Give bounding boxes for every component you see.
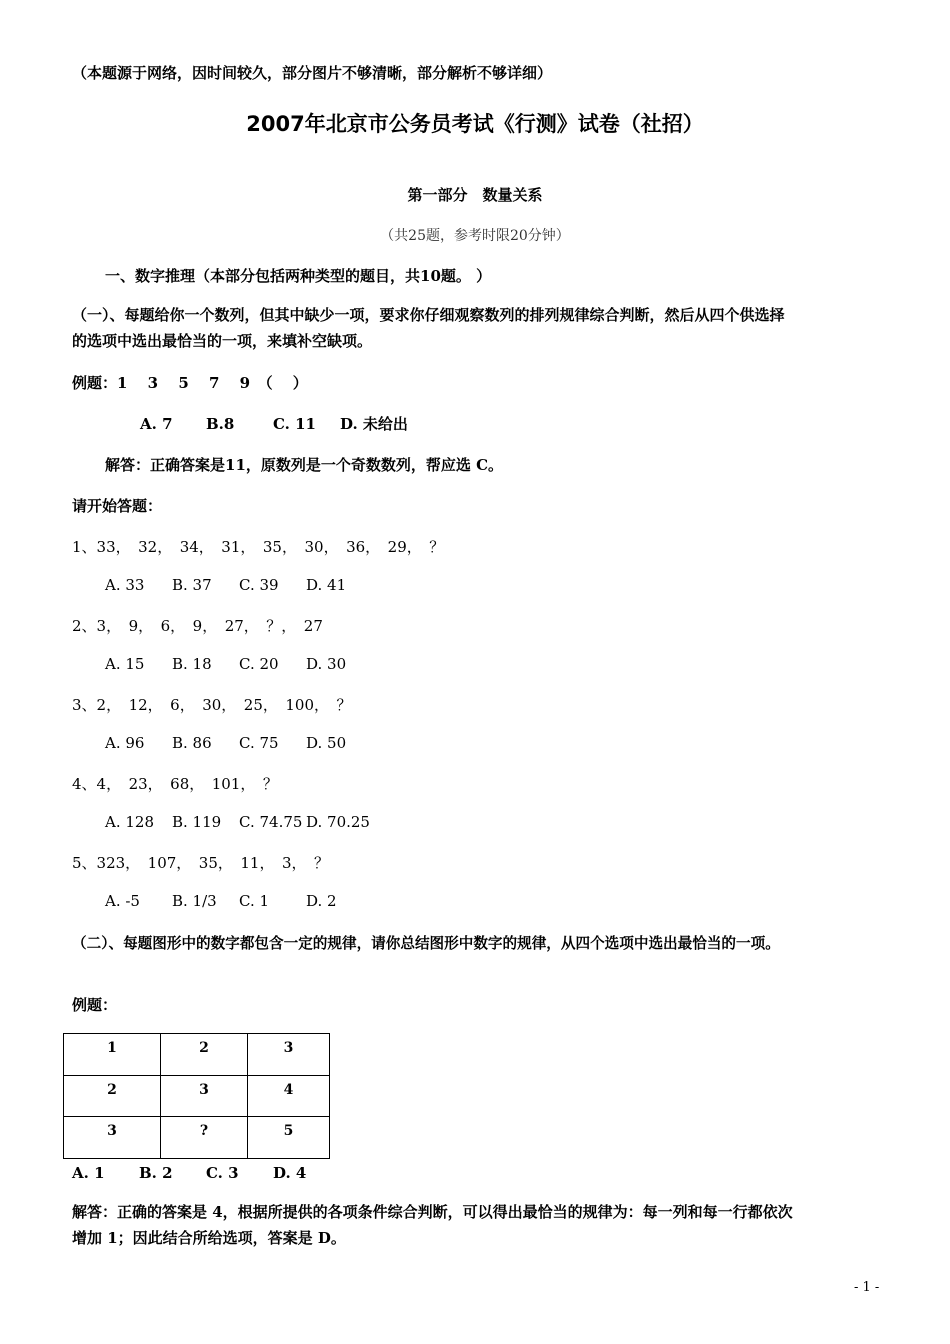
example2-answer xyxy=(72,1199,882,1251)
example-sequence: 1 3 5 7 9 （ ） xyxy=(117,374,308,392)
option-c: C. 20 xyxy=(239,655,279,673)
option-a: A. 15 xyxy=(105,655,145,673)
option-b: B. 37 xyxy=(172,576,212,594)
example-line xyxy=(72,372,308,393)
part-heading: 第一部分 数量关系 xyxy=(407,186,543,204)
example-option-b: B.8 xyxy=(206,415,235,433)
sub1-instructions-line1: （一）、每题给你一个数列，但其中缺少一项，要求你仔细观察数列的排列规律综合判断，然后从四个供选择 xyxy=(72,306,785,324)
grid-cell: ? xyxy=(161,1117,248,1159)
question-stem: 5、323， 107， 35， 11， 3， ？ xyxy=(72,854,330,872)
question-options xyxy=(105,813,370,831)
question-stem: 4、4， 23， 68， 101， ？ xyxy=(72,775,278,793)
example-option-c: C. 11 xyxy=(273,415,316,433)
grid-cell: 1 xyxy=(64,1034,161,1076)
option-a: A. 33 xyxy=(105,576,145,594)
example-grid xyxy=(63,1033,330,1159)
option-c: C. 75 xyxy=(239,734,279,752)
grid-cell: 3 xyxy=(64,1117,161,1159)
option-c: C. 1 xyxy=(239,892,270,910)
option-b: B. 86 xyxy=(172,734,212,752)
option-d: D. 30 xyxy=(306,655,347,673)
page-title: 2007年北京市公务员考试《行测》试卷（社招） xyxy=(246,112,704,136)
example2-option-b: B. 2 xyxy=(139,1164,173,1182)
option-d: D. 2 xyxy=(306,892,337,910)
example-label: 例题： xyxy=(72,374,118,392)
grid-cell: 3 xyxy=(248,1034,330,1076)
question-options xyxy=(105,576,346,594)
example2-answer-line2: 增加 1；因此结合所给选项，答案是 D。 xyxy=(72,1229,346,1247)
question-options xyxy=(105,892,337,910)
sub1-instructions-line2: 的选项中选出最恰当的一项，来填补空缺项。 xyxy=(72,332,373,350)
option-c: C. 74.75 xyxy=(239,813,303,831)
grid-cell: 2 xyxy=(64,1075,161,1117)
question-stem: 3、2， 12， 6， 30， 25， 100， ？ xyxy=(72,696,352,714)
option-d: D. 50 xyxy=(306,734,347,752)
grid-row xyxy=(64,1034,330,1076)
example2-options xyxy=(72,1164,306,1182)
option-a: A. 128 xyxy=(105,813,154,831)
example2-option-a: A. 1 xyxy=(72,1164,105,1182)
sub1-instructions xyxy=(72,302,882,354)
example-options xyxy=(140,413,408,434)
grid-cell: 3 xyxy=(161,1075,248,1117)
example2-answer-line1: 解答：正确的答案是 4，根据所提供的各项条件综合判断，可以得出最恰当的规律为：每一列和每一行都依次 xyxy=(72,1203,793,1221)
start-label: 请开始答题： xyxy=(72,497,163,515)
grid-row xyxy=(64,1075,330,1117)
grid-row xyxy=(64,1117,330,1159)
question-stem: 2、3， 9， 6， 9， 27， ？， 27 xyxy=(72,617,323,635)
grid-cell: 2 xyxy=(161,1034,248,1076)
option-d: D. 41 xyxy=(306,576,347,594)
option-a: A. -5 xyxy=(105,892,140,910)
option-d: D. 70.25 xyxy=(306,813,370,831)
example2-option-d: D. 4 xyxy=(273,1164,307,1182)
example2-label: 例题： xyxy=(72,996,118,1014)
example-option-d: D. 未给出 xyxy=(340,415,408,433)
question-stem: 1、33， 32， 34， 31， 35， 30， 36， 29， ？ xyxy=(72,538,445,556)
option-c: C. 39 xyxy=(239,576,279,594)
example2-option-c: C. 3 xyxy=(206,1164,239,1182)
header-note: （本题源于网络，因时间较久，部分图片不够清晰，部分解析不够详细） xyxy=(72,64,553,82)
option-a: A. 96 xyxy=(105,734,145,752)
option-b: B. 119 xyxy=(172,813,222,831)
option-b: B. 1/3 xyxy=(172,892,217,910)
grid-cell: 4 xyxy=(248,1075,330,1117)
question-options xyxy=(105,734,346,752)
question-options xyxy=(105,655,346,673)
example-option-a: A. 7 xyxy=(140,415,173,433)
part-subtitle: （共25题，参考时限20分钟） xyxy=(380,228,570,244)
page-number: - 1 - xyxy=(854,1280,880,1295)
sub2-instructions: （二）、每题图形中的数字都包含一定的规律，请你总结图形中数字的规律，从四个选项中选出最恰当的一项。 xyxy=(72,935,780,952)
section-heading: 一、数字推理（本部分包括两种类型的题目，共10题。 ） xyxy=(105,267,492,285)
option-b: B. 18 xyxy=(172,655,212,673)
example-answer: 解答：正确答案是11，原数列是一个奇数数列，帮应选 C。 xyxy=(105,456,504,474)
grid-cell: 5 xyxy=(248,1117,330,1159)
